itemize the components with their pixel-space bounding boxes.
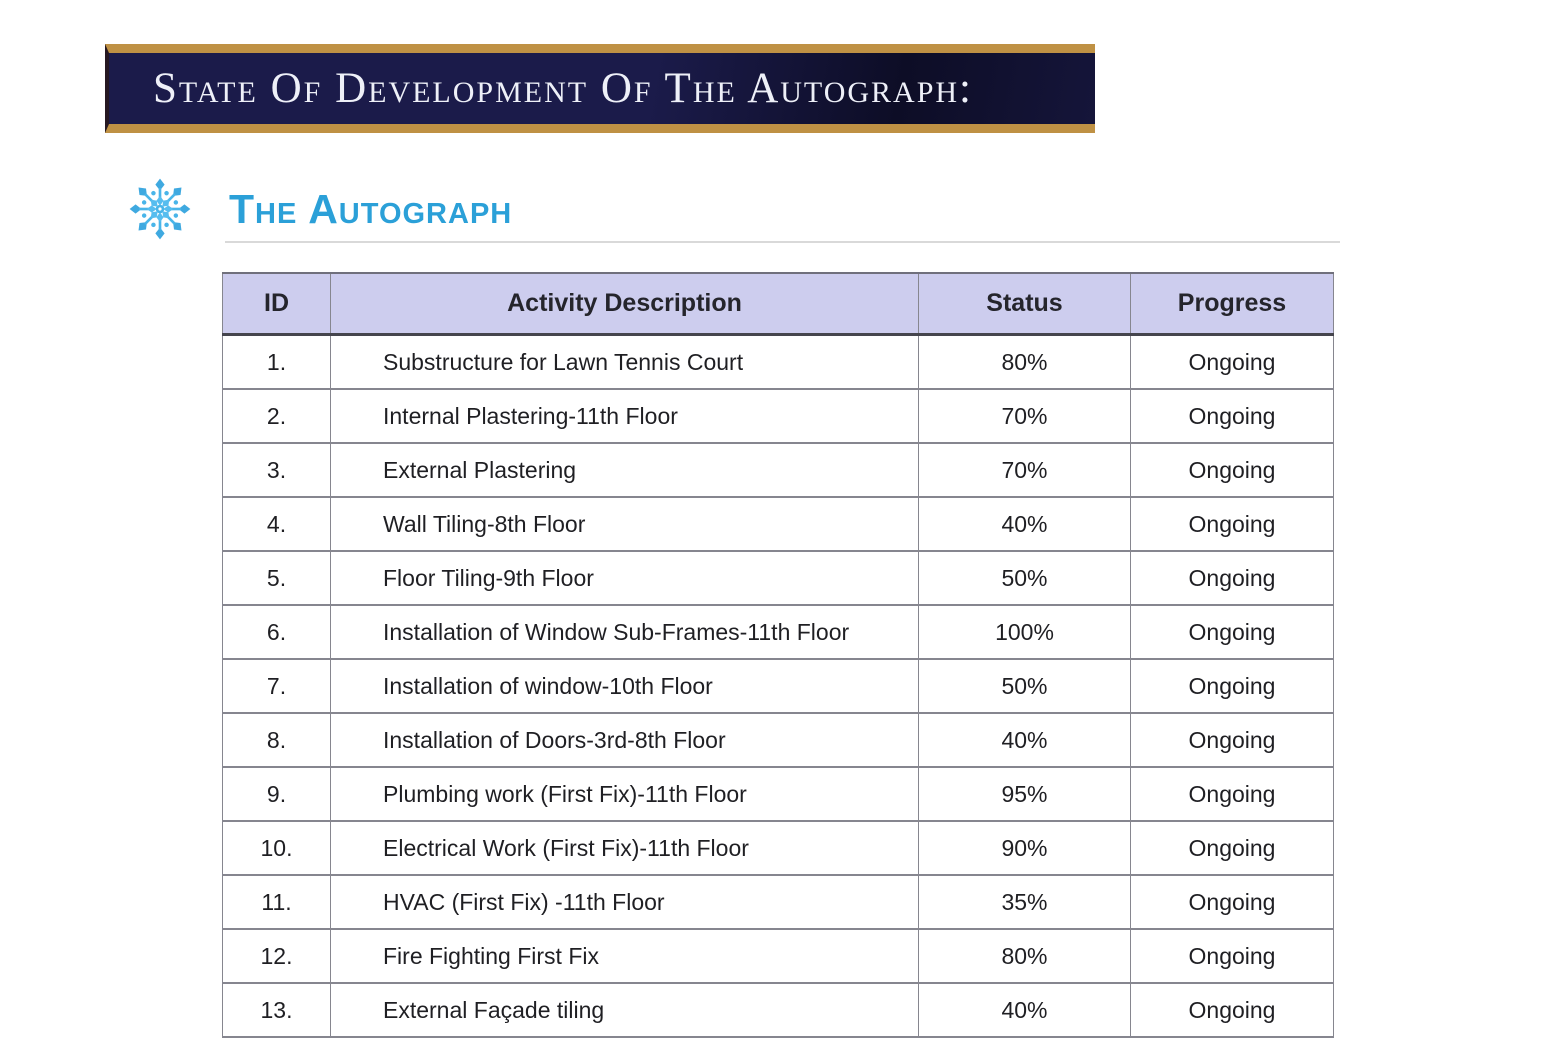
row-id: 11. — [223, 875, 331, 929]
row-activity: Installation of window-10th Floor — [331, 659, 919, 713]
table-row — [223, 389, 1334, 443]
row-progress: Ongoing — [1131, 767, 1334, 821]
row-progress: Ongoing — [1131, 389, 1334, 443]
row-status: 35% — [919, 875, 1131, 929]
snowflake-icon — [127, 176, 193, 242]
row-activity: External Façade tiling — [331, 983, 919, 1037]
row-status: 50% — [919, 551, 1131, 605]
row-id: 4. — [223, 497, 331, 551]
row-id: 9. — [223, 767, 331, 821]
section-title: The Autograph — [229, 186, 513, 232]
table-row — [223, 821, 1334, 875]
row-progress: Ongoing — [1131, 983, 1334, 1037]
row-activity: Fire Fighting First Fix — [331, 929, 919, 983]
row-activity: Installation of Doors-3rd-8th Floor — [331, 713, 919, 767]
table-row — [223, 875, 1334, 929]
row-status: 40% — [919, 713, 1131, 767]
row-status: 40% — [919, 497, 1131, 551]
row-activity: Wall Tiling-8th Floor — [331, 497, 919, 551]
table-row — [223, 713, 1334, 767]
row-activity: Floor Tiling-9th Floor — [331, 551, 919, 605]
row-activity: Installation of Window Sub-Frames-11th Floor — [331, 605, 919, 659]
row-progress: Ongoing — [1131, 929, 1334, 983]
column-header-id: ID — [223, 273, 331, 335]
table-row — [223, 929, 1334, 983]
table-row — [223, 605, 1334, 659]
row-id: 12. — [223, 929, 331, 983]
row-status: 70% — [919, 389, 1131, 443]
row-progress: Ongoing — [1131, 443, 1334, 497]
row-status: 70% — [919, 443, 1131, 497]
column-header-activity-description: Activity Description — [331, 273, 919, 335]
row-activity: Plumbing work (First Fix)-11th Floor — [331, 767, 919, 821]
row-status: 90% — [919, 821, 1131, 875]
table-row — [223, 983, 1334, 1037]
row-activity: Electrical Work (First Fix)-11th Floor — [331, 821, 919, 875]
table-row — [223, 767, 1334, 821]
progress-table — [222, 272, 1334, 1038]
row-id: 6. — [223, 605, 331, 659]
row-status: 80% — [919, 335, 1131, 390]
row-progress: Ongoing — [1131, 821, 1334, 875]
row-progress: Ongoing — [1131, 497, 1334, 551]
title-banner — [105, 44, 1095, 133]
table-row — [223, 497, 1334, 551]
table-row — [223, 551, 1334, 605]
row-id: 3. — [223, 443, 331, 497]
table-body — [223, 335, 1334, 1038]
row-status: 40% — [919, 983, 1131, 1037]
row-status: 95% — [919, 767, 1131, 821]
row-progress: Ongoing — [1131, 551, 1334, 605]
table-row — [223, 443, 1334, 497]
row-activity: HVAC (First Fix) -11th Floor — [331, 875, 919, 929]
page-title: State Of Development Of The Autograph: — [153, 65, 973, 112]
row-status: 100% — [919, 605, 1131, 659]
row-progress: Ongoing — [1131, 713, 1334, 767]
section-divider — [225, 241, 1340, 243]
row-id: 2. — [223, 389, 331, 443]
row-activity: Substructure for Lawn Tennis Court — [331, 335, 919, 390]
row-id: 7. — [223, 659, 331, 713]
row-progress: Ongoing — [1131, 605, 1334, 659]
row-activity: External Plastering — [331, 443, 919, 497]
table-row — [223, 659, 1334, 713]
row-id: 8. — [223, 713, 331, 767]
row-status: 50% — [919, 659, 1131, 713]
row-progress: Ongoing — [1131, 335, 1334, 390]
table-row — [223, 335, 1334, 390]
column-header-progress: Progress — [1131, 273, 1334, 335]
row-status: 80% — [919, 929, 1131, 983]
table-header-row — [223, 273, 1334, 335]
row-activity: Internal Plastering-11th Floor — [331, 389, 919, 443]
row-id: 10. — [223, 821, 331, 875]
row-id: 1. — [223, 335, 331, 390]
row-progress: Ongoing — [1131, 659, 1334, 713]
row-id: 13. — [223, 983, 331, 1037]
row-id: 5. — [223, 551, 331, 605]
row-progress: Ongoing — [1131, 875, 1334, 929]
column-header-status: Status — [919, 273, 1131, 335]
